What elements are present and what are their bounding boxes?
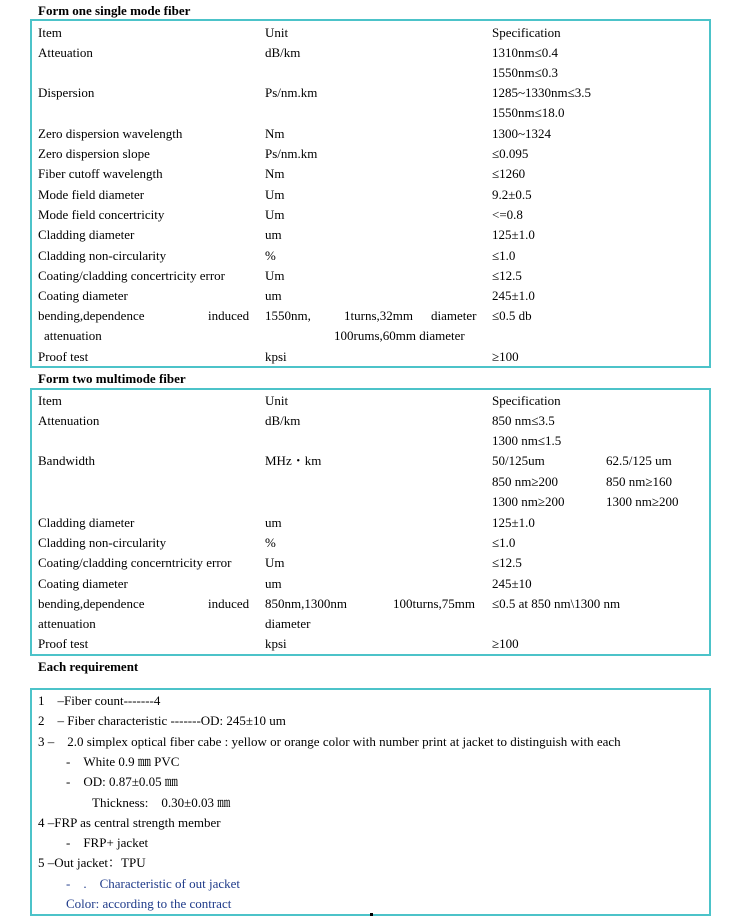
header-spec: Specification <box>492 393 561 408</box>
row-spec: 245±10 <box>492 576 532 591</box>
row-item: Cladding diameter <box>38 227 135 242</box>
requirement-line: 5 –Out jacket：TPU <box>38 855 146 870</box>
bending-item: bending,dependence <box>38 308 145 323</box>
bending-item: bending,dependence <box>38 596 145 611</box>
bending-unit-second: 100rums,60mm diameter <box>334 328 465 343</box>
bending-unit-turns: 1turns,32mm <box>344 308 413 323</box>
table-row <box>32 574 709 594</box>
row-spec: ≤1.0 <box>492 535 516 550</box>
row-unit: Nm <box>265 126 285 141</box>
row-unit: Um <box>265 268 285 283</box>
requirement-subline: Thickness: 0.30±0.03 ㎜ <box>92 795 231 810</box>
attenuation-row-2 <box>32 431 709 451</box>
table-row <box>32 513 709 533</box>
row-item: Cladding non-circularity <box>38 535 167 550</box>
table-row <box>32 63 709 83</box>
row-spec: <=0.8 <box>492 207 523 222</box>
row-spec: 245±1.0 <box>492 288 535 303</box>
section1-title: Form one single mode fiber <box>38 3 191 18</box>
bending-unit-wavelength: 850nm,1300nm <box>265 596 347 611</box>
requirement-line: 3 – 2.0 simplex optical fiber cabe : yellow or orange color with number print at jacket to distinguish with each <box>38 734 621 749</box>
row-spec: 9.2±0.5 <box>492 187 532 202</box>
row-item: Bandwidth <box>38 453 96 468</box>
section2-title: Form two multimode fiber <box>38 371 186 386</box>
bending-unit-turns: 100turns,75mm <box>393 596 475 611</box>
table-row <box>32 225 709 245</box>
bending-unit-diameter: diameter <box>265 616 311 631</box>
row-unit: Um <box>265 187 285 202</box>
row-unit: Ps/nm.km <box>265 146 318 161</box>
row-unit: Ps/nm.km <box>265 85 318 100</box>
table-row <box>32 533 709 553</box>
table-row <box>32 83 709 103</box>
row-item: Cladding diameter <box>38 515 135 530</box>
row-spec: 125±1.0 <box>492 515 535 530</box>
row-item: Zero dispersion slope <box>38 146 150 161</box>
bandwidth-spec: 850 nm≥200 <box>492 474 558 489</box>
table-row <box>32 43 709 63</box>
requirement-line: 2 – Fiber characteristic -------OD: 245±10 um <box>38 713 286 728</box>
row-unit: um <box>265 515 282 530</box>
bending-row <box>32 306 709 326</box>
header-item: Item <box>38 393 62 408</box>
bending-row-cont <box>32 326 709 346</box>
requirement-subline: - White 0.9 ㎜ PVC <box>66 754 180 769</box>
row-spec: ≤1.0 <box>492 248 516 263</box>
row-item: Coating diameter <box>38 288 128 303</box>
row-spec: 1550nm≤0.3 <box>492 65 558 80</box>
row-item: Zero dispersion wavelength <box>38 126 183 141</box>
row-item: Attenuation <box>38 413 100 428</box>
bending-item-induced: induced <box>208 308 250 323</box>
table-row <box>32 124 709 144</box>
requirement-line: 4 –FRP as central strength member <box>38 815 221 830</box>
attenuation-row <box>32 411 709 431</box>
bending-item-attenuation: attenuation <box>38 616 96 631</box>
row-unit: % <box>265 535 276 550</box>
bandwidth-spec: 50/125um <box>492 453 545 468</box>
requirements-box <box>30 688 711 916</box>
table-row <box>32 164 709 184</box>
row-spec: 850 nm≤3.5 <box>492 413 555 428</box>
requirement-subline: - OD: 0.87±0.05 ㎜ <box>66 774 178 789</box>
bending-spec: ≤0.5 at 850 nm\1300 nm <box>492 596 621 611</box>
row-spec: 1310nm≤0.4 <box>492 45 558 60</box>
row-item: Atteuation <box>38 45 93 60</box>
row-item: Mode field concertricity <box>38 207 165 222</box>
bending-unit-diameter: diameter <box>431 308 477 323</box>
table-header <box>32 23 709 43</box>
proof-spec: ≥100 <box>492 349 519 364</box>
proof-row <box>32 634 709 654</box>
table-row <box>32 103 709 123</box>
bandwidth-row <box>32 451 709 471</box>
table-row <box>32 246 709 266</box>
row-unit: um <box>265 576 282 591</box>
proof-row <box>32 347 709 367</box>
table-row <box>32 144 709 164</box>
header-unit: Unit <box>265 25 289 40</box>
row-item: Coating/cladding concerntricity error <box>38 555 232 570</box>
table-header <box>32 391 709 411</box>
bending-unit-wavelength: 1550nm, <box>265 308 311 323</box>
table-row <box>32 286 709 306</box>
requirements-title: Each requirement <box>38 659 139 674</box>
bending-row <box>32 594 709 614</box>
row-spec: ≤1260 <box>492 166 526 181</box>
row-item: Mode field diameter <box>38 187 145 202</box>
row-spec: 125±1.0 <box>492 227 535 242</box>
requirement-line: 1 –Fiber count-------4 <box>38 693 161 708</box>
row-unit: Um <box>265 207 285 222</box>
table-row <box>32 205 709 225</box>
bandwidth-row-3 <box>32 492 709 512</box>
row-unit: um <box>265 288 282 303</box>
bending-spec: ≤0.5 db <box>492 308 532 323</box>
row-spec: ≤12.5 <box>492 268 522 283</box>
row-spec: 1300~1324 <box>492 126 552 141</box>
proof-spec: ≥100 <box>492 636 519 651</box>
single-mode-table <box>30 19 711 368</box>
requirement-subline: Color: according to the contract <box>66 896 232 911</box>
bandwidth-spec: 1300 nm≥200 <box>492 494 565 509</box>
bandwidth-spec: 1300 nm≥200 <box>606 494 679 509</box>
row-unit: % <box>265 248 276 263</box>
bending-row-cont <box>32 614 709 634</box>
row-item: Dispersion <box>38 85 95 100</box>
row-item: Coating diameter <box>38 576 128 591</box>
row-spec: ≤12.5 <box>492 555 522 570</box>
multimode-table <box>30 388 711 656</box>
header-unit: Unit <box>265 393 289 408</box>
bandwidth-spec: 850 nm≥160 <box>606 474 672 489</box>
row-item: Fiber cutoff wavelength <box>38 166 163 181</box>
table-row <box>32 185 709 205</box>
requirement-subline: - . Characteristic of out jacket <box>66 876 240 891</box>
row-spec: 1285~1330nm≤3.5 <box>492 85 592 100</box>
bending-item-attenuation: attenuation <box>44 328 102 343</box>
bending-item-induced: induced <box>208 596 250 611</box>
proof-item: Proof test <box>38 636 89 651</box>
row-unit: MHz・km <box>265 453 322 468</box>
row-unit: dB/km <box>265 45 301 60</box>
header-item: Item <box>38 25 62 40</box>
row-unit: Nm <box>265 166 285 181</box>
page-mark <box>370 913 373 916</box>
proof-item: Proof test <box>38 349 89 364</box>
proof-unit: kpsi <box>265 349 287 364</box>
row-unit: um <box>265 227 282 242</box>
header-spec: Specification <box>492 25 561 40</box>
row-spec: 1550nm≤18.0 <box>492 105 565 120</box>
requirement-subline: - FRP+ jacket <box>66 835 149 850</box>
row-unit: dB/km <box>265 413 301 428</box>
bandwidth-row-2 <box>32 472 709 492</box>
proof-unit: kpsi <box>265 636 287 651</box>
bandwidth-spec: 62.5/125 um <box>606 453 672 468</box>
row-spec: ≤0.095 <box>492 146 529 161</box>
row-item: Coating/cladding concertricity error <box>38 268 225 283</box>
table-row <box>32 266 709 286</box>
row-spec: 1300 nm≤1.5 <box>492 433 562 448</box>
row-unit: Um <box>265 555 285 570</box>
table-row <box>32 553 709 573</box>
row-item: Cladding non-circularity <box>38 248 167 263</box>
